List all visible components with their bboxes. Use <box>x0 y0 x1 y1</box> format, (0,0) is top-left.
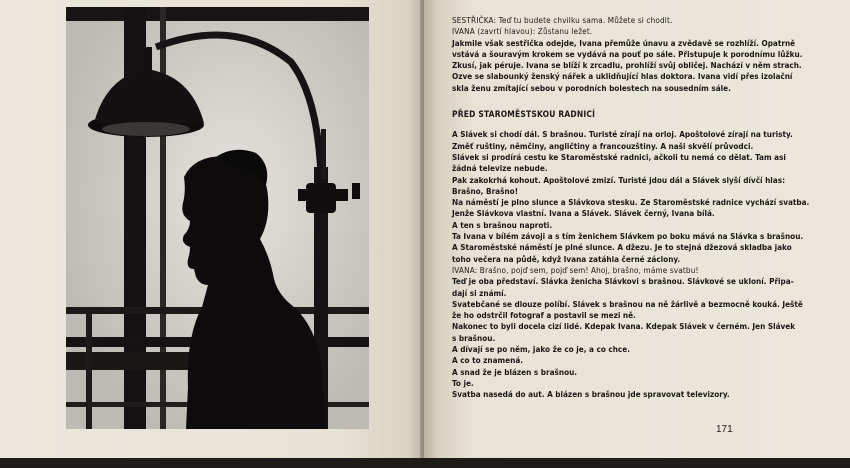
text-line: s brašnou. <box>452 332 496 343</box>
text-line: Teď je oba představí. Slávka ženicha Slávkovi s brašnou. Slávkové se ukloní. Připa- <box>452 276 794 287</box>
text-line: Ozve se slabounký ženský nářek a uklidňující hlas doktora. Ivana vidí přes izolační <box>452 71 793 82</box>
text-line: A Staroměstské náměstí je plné slunce. A džezu. Je to stejná džezová skladba jako <box>452 242 792 253</box>
text-line: Změť ruštiny, němčiny, angličtiny a francouzštiny. A naši skvělí průvodci. <box>452 140 754 151</box>
text-line: A snad že je blázen s brašnou. <box>452 366 578 377</box>
text-line: Slávek si prodírá cestu ke Staroměstské radnici, ačkoli tu nemá co dělat. Tam asi <box>452 151 786 162</box>
text-line: Zkusí, jak péruje. Ivana se blíží k zrcadlu, prohlíží svůj obličej. Nachází v něm strach. <box>452 60 802 71</box>
text-line: Nakonec to byli docela cizí lidé. Kdepak Ivana. Kdepak Slávek v černém. Jen Slávek <box>452 321 796 332</box>
book-bottom-edge <box>0 458 850 468</box>
text-line: A dívají se po něm, jako že co je, a co chce. <box>452 344 630 355</box>
text-line: žádná televize nebude. <box>452 163 548 174</box>
text-line: To je. <box>452 377 474 388</box>
text-line: vstává a šouravým krokem se vydává na pouť po sále. Přistupuje k porodnímu lůžku. <box>452 48 803 59</box>
text-line: dají si známí. <box>452 287 507 298</box>
page-text <box>452 15 812 401</box>
left-page <box>0 0 422 458</box>
text-line: skla ženu zmítající sebou v porodních bolestech na sousedním sále. <box>452 82 731 93</box>
text-line: že ho odstrčil fotograf a postavil se mezi ně. <box>452 310 636 321</box>
text-line: A ten s brašnou naproti. <box>452 219 553 230</box>
text-line: IVANA: Brašno, pojď sem, pojď sem! Ahoj, brašno, máme svatbu! <box>452 264 699 275</box>
text-line: Jenže Slávkova vlastní. Ivana a Slávek. Slávek černý, Ivana bílá. <box>452 208 715 219</box>
text-line: Svatebčané se dlouze políbí. Slávek s brašnou na ně žárlivě a bezmocně kouká. Ještě <box>452 298 803 309</box>
text-line: Brašno, Brašno! <box>452 185 519 196</box>
text-line: toho večera na půdě, když Ivana zatáhla černé záclony. <box>452 253 681 264</box>
photo-silhouette-woman-lamp <box>66 7 369 429</box>
text-line: SESTŘIČKA: Teď tu budete chvilku sama. Můžete si chodit. <box>452 15 673 25</box>
text-line: A co to znamená. <box>452 355 524 366</box>
text-line: Svatba nasedá do aut. A blázen s brašnou jde spravovat televizory. <box>452 389 730 400</box>
page-number: 171 <box>716 424 733 435</box>
text-line: A Slávek si chodí dál. S brašnou. Turisté zírají na orloj. Apoštolové zírají na turisty. <box>452 129 793 140</box>
section-heading: PŘED STAROMĚSTSKOU RADNICÍ <box>452 109 596 120</box>
photograph <box>66 7 369 429</box>
text-line: Pak zakokrhá kohout. Apoštolové zmizí. Turisté jdou dál a Slávek slyší dívčí hlas: <box>452 174 785 185</box>
text-line: IVANA (zavrtí hlavou): Zůstanu ležet. <box>452 26 593 37</box>
text-line: Jakmile však sestřička odejde, Ivana přemůže únavu a zvědavě se rozhlíží. Opatrně <box>452 37 796 48</box>
text-line: Ta Ivana v bílém závoji a s tím ženichem Slávkem po boku mává na Slávka s brašnou. <box>452 231 804 242</box>
text-line: Na náměstí je plno slunce a Slávkova stesku. Ze Staroměstské radnice vychází svatba. <box>452 197 810 208</box>
